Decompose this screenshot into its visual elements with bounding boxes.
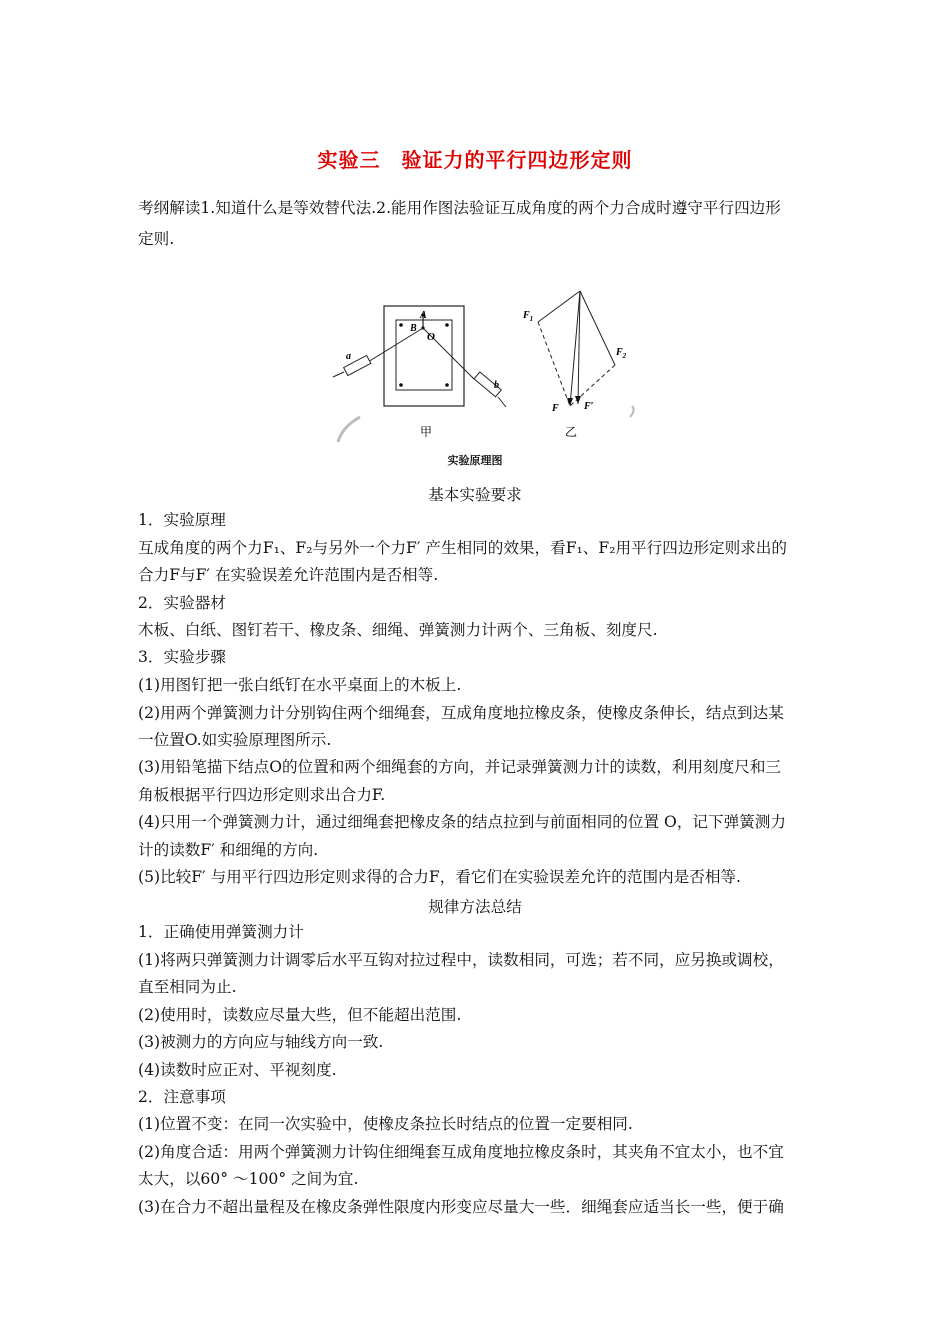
vector-F2	[580, 291, 615, 365]
label-F2: $F_2$	[616, 347, 627, 360]
p2-title: 2．注意事项	[138, 1088, 226, 1106]
p2-item-3-line-1: (3)在合力不超出量程及在橡皮条弹性限度内形变应尽量大一些．细绳套应适当长一些，便于确	[138, 1198, 784, 1216]
page-title: 实验三 验证力的平行四边形定则	[317, 148, 633, 172]
label-a: a	[346, 351, 351, 362]
p1-item-3: (3)被测力的方向应与轴线方向一致.	[138, 1033, 384, 1051]
p1-title: 1．正确使用弹簧测力计	[138, 923, 304, 941]
step-5: (5)比较F′ 与用平行四边形定则求得的合力F，看它们在实验误差允许的范围内是否相等.	[138, 868, 741, 886]
step-1: (1)用图钉把一张白纸钉在水平桌面上的木板上.	[138, 676, 462, 694]
p2-item-2-line-1: (2)角度合适：用两个弹簧测力计钩住细绳套互成角度地拉橡皮条时，其夹角不宜太小，也不宜	[138, 1143, 784, 1161]
p1-item-1-line-2: 直至相同为止.	[138, 978, 237, 996]
syllabus-line-2: 定则.	[138, 230, 175, 248]
vector-F1	[538, 291, 580, 322]
s2-line-1: 木板、白纸、图钉若干、橡皮条、细绳、弹簧测力计两个、三角板、刻度尺.	[138, 621, 658, 639]
label-A: A	[420, 310, 427, 321]
step-4-line-1: (4)只用一个弹簧测力计，通过细绳套把橡皮条的结点拉到与前面相同的位置 O，记下弹簧测力	[138, 813, 786, 831]
step-3-line-2: 角板根据平行四边形定则求出合力F.	[138, 786, 386, 804]
pin-tr	[445, 323, 449, 327]
s2-title: 2．实验器材	[138, 594, 226, 612]
pin-br	[445, 383, 449, 387]
arrow-F	[567, 398, 573, 406]
p2-item-2-line-2: 太大，以60° ～100° 之间为宜.	[138, 1170, 359, 1188]
step-3-line-1: (3)用铅笔描下结点O的位置和两个细绳套的方向，并记录弹簧测力计的读数，利用刻度尺和三	[138, 758, 782, 776]
label-yi: 乙	[565, 425, 578, 439]
section-heading-basic: 基本实验要求	[428, 486, 522, 504]
label-F: F	[552, 403, 559, 414]
s3-title: 3．实验步骤	[138, 648, 226, 666]
s1-line-2: 合力F与F′ 在实验误差允许范围内是否相等.	[138, 566, 439, 584]
label-F-prime: F′	[584, 401, 594, 412]
step-2-line-2: 一位置O.如实验原理图所示.	[138, 731, 332, 749]
spring-scale-b	[474, 372, 506, 407]
label-O: O	[427, 331, 435, 343]
label-F1: $F_1$	[523, 310, 534, 323]
dashed-side-2	[570, 365, 615, 406]
figure-caption: 实验原理图	[447, 454, 503, 467]
label-b: b	[494, 380, 499, 391]
section-heading-summary: 规律方法总结	[428, 898, 522, 916]
s1-line-1: 互成角度的两个力F₁、F₂与另外一个力F′ 产生相同的效果，看F₁、F₂用平行四边形定则求出的	[138, 539, 787, 557]
p1-item-1-line-1: (1)将两只弹簧测力计调零后水平互钩对拉过程中，读数相同，可选；若不同，应另换或调校，	[138, 951, 784, 969]
dashed-side-1	[538, 322, 570, 406]
pin-tl	[399, 323, 403, 327]
label-jia: 甲	[420, 425, 433, 439]
syllabus-line-1: 考纲解读1.知道什么是等效替代法.2.能用作图法验证互成角度的两个力合成时遵守平行四边形	[138, 199, 781, 217]
p2-item-1: (1)位置不变：在同一次实验中，使橡皮条拉长时结点的位置一定要相同.	[138, 1115, 633, 1133]
s1-title: 1．实验原理	[138, 511, 226, 529]
table-edge-right	[630, 406, 634, 417]
table-edge-left	[338, 417, 360, 442]
paper-inner	[396, 320, 452, 390]
experiment-principle-figure	[330, 282, 660, 447]
step-2-line-1: (2)用两个弹簧测力计分别钩住两个细绳套，互成角度地拉橡皮条，使橡皮条伸长，结点到达某	[138, 704, 784, 722]
p1-item-4: (4)读数时应正对、平视刻度.	[138, 1061, 337, 1079]
p1-item-2: (2)使用时，读数应尽量大些，但不能超出范围.	[138, 1006, 462, 1024]
label-B: B	[410, 323, 417, 334]
step-4-line-2: 计的读数F′ 和细绳的方向.	[138, 841, 319, 859]
pin-bl	[399, 383, 403, 387]
spring-scale-a	[333, 355, 371, 377]
